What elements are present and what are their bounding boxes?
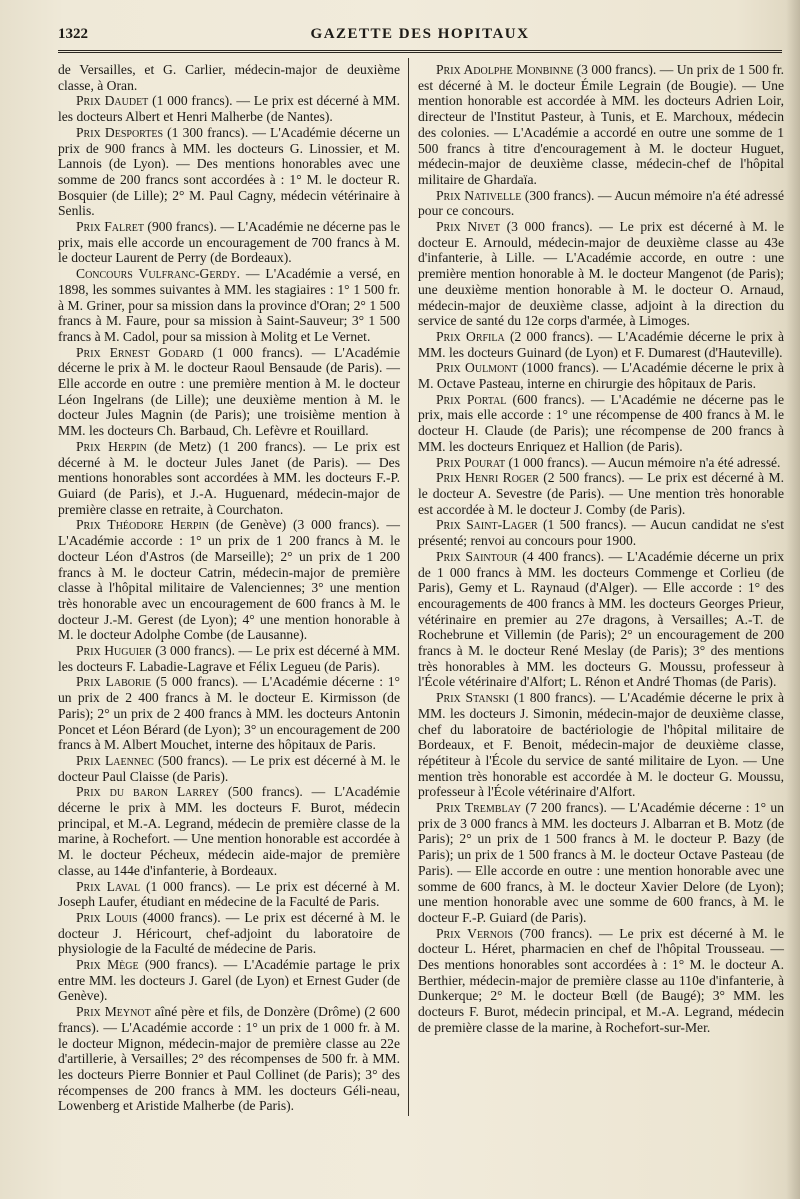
prize-text: (1 300 francs). — L'Académie décerne un prix de 900 francs à MM. les docteurs G. Linossier, et M. Lannois (de Lyon). — Des mentions honorables avec une somme de 200 francs sont accordées à : 1° M. le docteur R. Bosquier (de Lille); 2° M. Paul Cagny, médecin vétérinaire à Senlis.	[58, 124, 400, 219]
prize-paragraph	[58, 62, 400, 93]
prize-paragraph	[418, 800, 784, 926]
prize-paragraph	[418, 329, 784, 360]
prize-paragraph	[418, 219, 784, 329]
prize-name: Prix Laval	[76, 878, 141, 894]
prize-name: Prix Daudet	[76, 93, 149, 109]
prize-text: (1 000 francs). — Aucun mémoire n'a été adressé.	[505, 454, 781, 470]
prize-name: Prix Mège	[76, 957, 139, 973]
prize-name: Prix Desportes	[76, 124, 164, 140]
prize-paragraph	[58, 1004, 400, 1114]
prize-paragraph	[58, 93, 400, 124]
prize-paragraph	[58, 784, 400, 878]
prize-name: Prix Ernest Godard	[76, 344, 204, 360]
prize-name: Prix Saint-Lager	[436, 517, 538, 533]
prize-name: Prix Pourat	[436, 454, 506, 470]
prize-text: (7 200 francs). — L'Académie décerne : 1° un prix de 3 000 francs à MM. les docteurs J. Albarran et B. Motz (de Paris); 2° un prix de 1 500 francs à M. le docteur P. Bazy (de Paris); un prix de 1 500 francs à M. le docteur Octave Pasteau (de Paris). — Elle accorde en outre : une mention honorable avec une somme de 600 francs, à M. le docteur Xavier Delore (de Lyon); une mention honorable avec une somme de 600 francs, à M. le docteur F.-P. Guiard (de Paris).	[418, 800, 784, 925]
prize-text: aîné père et fils, de Donzère (Drôme) (2 600 francs). — L'Académie accorde : 1° un prix de 1 000 fr. à M. le docteur Mignon, médecin-major de première classe au 22e d'artillerie, à Versailles; 2° des récompenses de 500 fr. à MM. les docteurs Pierre Bonnier et Paul Collinet (de Paris); 3° des récompenses de 200 francs à MM. les docteurs Géli-neau, Lowenberg et Aristide Malherbe (de Paris).	[58, 1004, 400, 1114]
prize-name: Prix Portal	[436, 391, 507, 407]
prize-name: Prix Vernois	[436, 925, 514, 941]
prize-name: Prix Stanski	[436, 690, 509, 706]
prize-paragraph	[58, 674, 400, 753]
prize-name: Prix Adolphe Monbinne	[436, 62, 574, 77]
prize-paragraph	[418, 62, 784, 188]
prize-paragraph	[418, 360, 784, 391]
prize-paragraph	[58, 753, 400, 784]
prize-text: (de Genève) (3 000 francs). — L'Académie accorde : 1° un prix de 1 200 francs à M. le docteur Léon d'Astros (de Marseille); 2° un prix de 1 200 francs à M. le docteur Catrin, médecin-major de première classe à l'hôpital militaire de Valenciennes; 3° une mention très honorable avec un encouragement de 600 francs à M. le docteur J.-M. Gerest (de Lyon); 4° une mention honorable à M. le docteur Adolphe Combe (de Lausanne).	[58, 517, 400, 643]
prize-text: (1 800 francs). — L'Académie décerne le prix à MM. les docteurs J. Simonin, médecin-major de deuxième classe, chef du laboratoire de bactériologie de l'hôpital militaire de Bordeaux, et F. Benoit, médecin-major de deuxième classe, répétiteur à l'École du service de santé militaire de Lyon. — Une mention très honorable est accordée à M. le docteur G. Moussu, professeur à l'École vétérinaire d'Alfort.	[418, 690, 785, 800]
prize-text: (3 000 francs). — Le prix est décerné à MM. les docteurs F. Labadie-Lagrave et Félix Legueu (de Paris).	[58, 643, 400, 674]
prize-paragraph	[58, 910, 400, 957]
page-header	[58, 24, 782, 48]
prize-text: (1 000 francs). — L'Académie décerne le prix à M. le docteur Raoul Bensaude (de Paris). — Elle accorde en outre : une première mention à M. le docteur Léon Ingelrans (de Lille); une deuxième mention à M. le docteur Jules Magnin (de Paris); une troisième mention à MM. les docteurs Ch. Barbaud, Ch. Lefèvre et Rouillard.	[58, 344, 400, 439]
prize-paragraph	[58, 345, 400, 439]
prize-name: Prix Falret	[76, 219, 144, 235]
prize-name: Prix Nativelle	[436, 187, 522, 203]
prize-name: Concours Vulfranc-Gerdy	[76, 266, 237, 282]
prize-text: (3 000 francs). — Un prix de 1 500 fr. est décerné à M. le docteur Émile Legrain (de Bougie). — Une mention honorable est accordée à MM. les docteurs Adrien Loir, directeur de l'Institut Pasteur, à Tunis, et E. Marchoux, médecin des colonies. — L'Académie a accordé en outre une somme de 1 500 francs à titre d'encouragement à M. le docteur Huguet, médecin-major de deuxième classe, médecin-chef de l'hôpital militaire de Ghardaïa.	[418, 62, 784, 187]
running-title: GAZETTE DES HOPITAUX	[310, 26, 530, 42]
prize-paragraph	[58, 957, 400, 1004]
prize-paragraph	[58, 266, 400, 345]
prize-name: Prix Herpin	[76, 438, 147, 454]
left-column	[58, 62, 400, 1114]
prize-paragraph	[58, 125, 400, 219]
prize-paragraph	[58, 643, 400, 674]
prize-text: de Versailles, et G. Carlier, médecin-major de deuxième classe, à Oran.	[58, 62, 400, 93]
prize-text: (5 000 francs). — L'Académie décerne : 1° un prix de 2 400 francs à M. le docteur E. Kirmisson (de Paris); 2° un prix de 2 400 francs à MM. les docteurs Antonin Poncet et Léon Bérard (de Lyon); 3° un encouragement de 200 francs à M. Albert Mouchet, interne des hôpitaux de Paris.	[58, 674, 400, 753]
prize-paragraph	[58, 219, 400, 266]
prize-paragraph	[418, 549, 784, 690]
prize-name: Prix Théodore Herpin	[76, 517, 210, 533]
prize-paragraph	[58, 517, 400, 643]
prize-name: Prix Henri Roger	[436, 470, 539, 486]
prize-text: (1 000 francs). — Le prix est décerné à MM. les docteurs Albert et Henri Malherbe (de Nantes).	[58, 93, 400, 125]
prize-name: Prix Meynot	[76, 1004, 151, 1020]
prize-text: (3 000 francs). — Le prix est décerné à M. le docteur E. Arnould, médecin-major de deuxième classe au 43e d'infanterie, à Lille. — L'Académie accorde, en outre : une première mention honorable à M. le docteur Mangenot (de Paris); une deuxième mention honorable à M. le docteur O. Arnaud, médecin-major de deuxième classe, adjoint à la direction du service de santé du 12e corps d'armée, à Limoges.	[418, 219, 784, 329]
prize-paragraph	[418, 926, 784, 1036]
prize-text: (2 500 francs). — Le prix est décerné à M. le docteur A. Sevestre (de Paris). — Une mention très honorable est accordée à M. le docteur J. Comby (de Paris).	[418, 470, 784, 517]
prize-text: (900 francs). — L'Académie ne décerne pas le prix, mais elle accorde un encouragement de 700 francs à M. le docteur Laurent de Perry (de Bordeaux).	[58, 219, 400, 266]
prize-paragraph	[58, 879, 400, 910]
prize-text: (4000 francs). — Le prix est décerné à M. le docteur J. Héricourt, chef-adjoint du laboratoire de physiologie de la Faculté de médecine de Paris.	[58, 909, 400, 957]
prize-text: (2 000 francs). — L'Académie décerne le prix à MM. les docteurs Guinard (de Lyon) et F. Dumarest (d'Hauteville).	[418, 328, 785, 360]
page-edge-shadow	[786, 0, 800, 1199]
prize-text: (500 francs). — Le prix est décerné à M. le docteur Paul Claisse (de Paris).	[58, 752, 400, 784]
prize-name: Prix Laennec	[76, 752, 154, 768]
prize-paragraph	[418, 455, 784, 471]
prize-name: Prix Saintour	[436, 548, 518, 564]
prize-text: (1 000 francs). — Le prix est décerné à M. Joseph Laufer, étudiant en médecine de la Faculté de Paris.	[58, 878, 400, 910]
prize-text: . — L'Académie a versé, en 1898, les sommes suivantes à MM. les stagiaires : 1° 1 500 fr. à M. Griner, pour sa mission dans la province d'Oran; 2° 1 500 francs à M. Faure, pour sa mission à Saint-Sauveur; 3° 1 500 francs à M. Cadol, pour sa mission à Molitg et Le Vernet.	[58, 266, 400, 344]
prize-paragraph	[418, 517, 784, 548]
column-divider	[408, 58, 409, 1116]
prize-text: (700 francs). — Le prix est décerné à M. le docteur L. Héret, pharmacien en chef de l'hôpital Trousseau. — Des mentions honorables sont accordées à : 1° M. le docteur A. Berthier, médecin-major de première classe au 110e d'infanterie, à Dunkerque; 2° M. le docteur Bœll (de Baugé); 3° MM. les docteurs F. Burot, médecin principal, et M.-A. Legrand, médecin de première classe de la marine, à Rochefort-sur-Mer.	[418, 925, 784, 1035]
header-rule	[58, 50, 782, 53]
prize-name: Prix Nivet	[436, 219, 500, 235]
prize-text: (300 francs). — Aucun mémoire n'a été adressé pour ce concours.	[418, 187, 784, 219]
prize-paragraph	[418, 392, 784, 455]
page-number: 1322	[58, 26, 88, 42]
prize-name: Prix Louis	[76, 909, 138, 925]
right-column	[418, 62, 784, 1036]
prize-text: (600 francs). — L'Académie ne décerne pas le prix, mais elle accorde : 1° une récompense de 400 francs à M. le docteur H. Claude (de Paris); une récompense de 200 francs à MM. les docteurs Enriquez et Hallion (de Paris).	[418, 391, 784, 454]
prize-name: Prix Huguier	[76, 643, 152, 659]
prize-name: Prix Orfila	[436, 328, 505, 344]
prize-text: (de Metz) (1 200 francs). — Le prix est décerné à M. le docteur Jules Janet (de Paris). — Des mentions honorables sont accordées à MM. les docteurs F.-P. Guiard (de Paris), et J.-A. Huguenard, médecin-major de première classe en retraite, à Courchaton.	[58, 438, 400, 517]
prize-name: Prix du baron Larrey	[76, 784, 220, 800]
prize-paragraph	[58, 439, 400, 518]
prize-paragraph	[418, 188, 784, 219]
prize-text: (500 francs). — L'Académie décerne le prix à MM. les docteurs F. Burot, médecin principal, et M.-A. Legrand, médecin de première classe de la marine, à Rochefort. — Une mention honorable est accordée à M. le docteur Pécheux, médecin aide-major de première classe, au 144e d'infanterie, à Bordeaux.	[58, 784, 400, 878]
prize-text: (4 400 francs). — L'Académie décerne un prix de 1 000 francs à MM. les docteurs Commenge et Corlieu (de Paris), Gemy et L. Raynaud (d'Alger). — Elle accorde : 1° des encouragements de 400 francs à MM. les docteurs Georges Prieur, vétérinaire en premier au 27e dragons, à Versailles; A.-T. de Rochebrune et Villemin (de Paris); 2° un encouragement de 200 francs à M. le docteur René Meslay (de Paris); 3° des mentions très honorables à MM. les docteurs G. Moussu, professeur à l'École vétérinaire d'Alfort; L. Rénon et André Thomas (de Paris).	[418, 548, 784, 690]
prize-paragraph	[418, 470, 784, 517]
prize-text: (900 francs). — L'Académie partage le prix entre MM. les docteurs J. Garel (de Lyon) et Ernest Guder (de Genève).	[58, 957, 400, 1004]
prize-name: Prix Tremblay	[436, 800, 522, 816]
prize-text: (1 500 francs). — Aucun candidat ne s'est présenté; renvoi au concours pour 1900.	[418, 517, 784, 549]
prize-paragraph	[418, 690, 784, 800]
prize-text: (1000 francs). — L'Académie décerne le prix à M. Octave Pasteau, interne en chirurgie des hôpitaux de Paris.	[418, 360, 784, 392]
prize-name: Prix Laborie	[76, 674, 152, 690]
prize-name: Prix Oulmont	[436, 360, 518, 376]
